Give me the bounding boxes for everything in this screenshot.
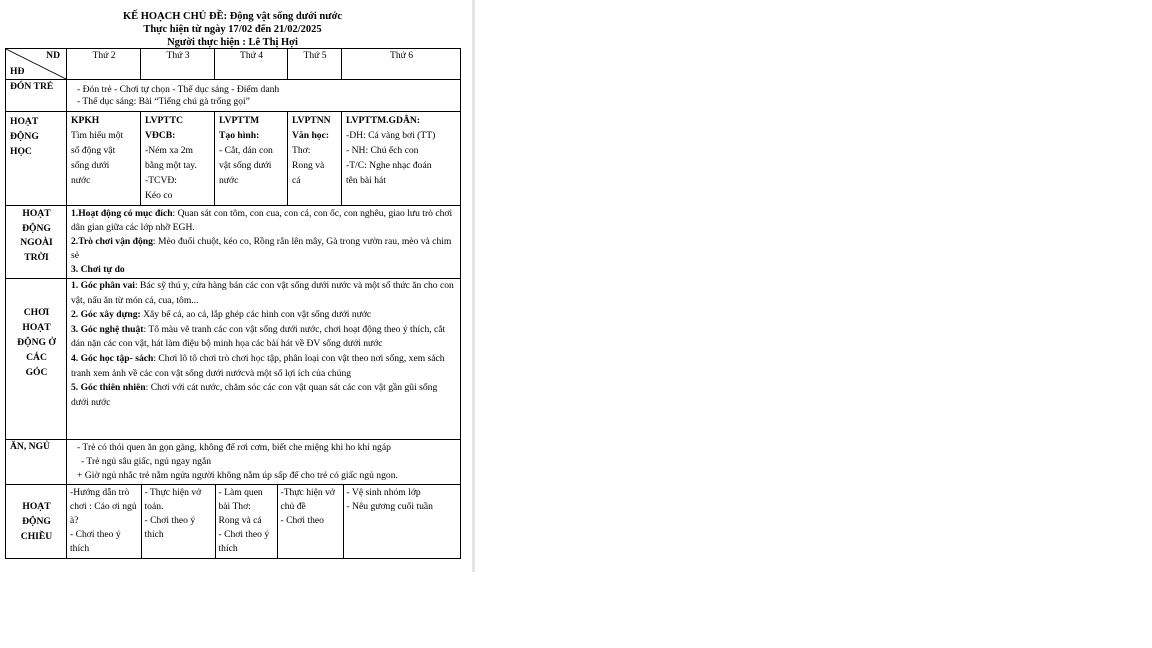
chieu-mon: -Hướng dẫn trò chơi : Cáo ơi ngủ à? - Chơi theo ý thích <box>67 485 141 558</box>
label-line: CÁC <box>26 352 47 363</box>
corner-item-text: Xây bể cá, ao cá, lắp ghép các hình con vật sống dưới nước <box>140 309 372 321</box>
activity-text: Kéo co <box>145 190 173 201</box>
activity-title: Tạo hình: <box>219 130 260 141</box>
document-page <box>0 0 470 572</box>
corner-item-text: : Bác sỹ thú y, cửa hàng bán các con vật sống dưới nước và một số thức ăn cho con vật, nấu ăn từ món cá, cua, tôm... <box>71 280 454 306</box>
activity-text: nước <box>219 175 239 186</box>
title-line-3: Người thực hiện : Lê Thị Hợi <box>167 37 298 48</box>
row-hoat-dong-hoc <box>6 112 461 206</box>
hoc-mon <box>67 112 141 206</box>
corner-item-1 <box>71 279 457 308</box>
outdoor-item-text: : Mèo đuổi chuột, kéo co, Rồng rắn lên mây, Gà trong vườn rau, mèo và chim sẻ <box>71 236 452 261</box>
hoc-tue <box>141 112 215 206</box>
don-tre-line-2: - Thể dục sáng: Bài “Tiếng chú gà trống gọi” <box>77 96 250 108</box>
chieu-fri: - Vệ sinh nhóm lớp - Nêu gương cuối tuần <box>346 487 433 512</box>
nd-label: ND <box>46 50 60 61</box>
row-don-tre <box>6 80 461 112</box>
hoc-wed <box>215 112 288 206</box>
label-line: CHƠI <box>23 307 50 318</box>
activity-title: LVPTNN <box>292 115 331 126</box>
activity-title: LVPTTM.GDÂN: <box>346 115 420 126</box>
corner-item-title: 5. Góc thiên nhiên <box>71 382 146 394</box>
label-line: HOẠT <box>22 208 51 219</box>
label-line: HỌC <box>10 146 32 157</box>
weekly-plan-table <box>5 48 461 559</box>
outdoor-item-2 <box>71 235 457 263</box>
goc-content <box>67 279 461 440</box>
label-line: ĐỘNG <box>10 131 39 142</box>
activity-title: KPKH <box>71 115 100 126</box>
activity-text: -TCVĐ: <box>145 175 177 186</box>
label-line: ĐỘNG Ở <box>17 337 56 348</box>
outdoor-item-title: 1.Hoạt động có mục đích <box>71 208 173 219</box>
chieu-inner-table <box>67 485 461 558</box>
col-header-mon: Thứ 2 <box>67 49 141 80</box>
hoc-thu <box>288 112 342 206</box>
activity-text: tên bài hát <box>346 175 386 186</box>
don-tre-content <box>67 80 461 112</box>
corner-item-3 <box>71 323 457 352</box>
activity-text: nước <box>71 175 91 186</box>
row-goc <box>6 279 461 440</box>
activity-title: Văn học: <box>292 130 330 141</box>
label-line: HOẠT <box>22 322 51 333</box>
col-header-thu: Thứ 5 <box>288 49 342 80</box>
activity-text: Thơ: <box>292 145 311 156</box>
activity-text: Tìm hiểu một <box>71 130 124 141</box>
activity-title: LVPTTM <box>219 115 260 126</box>
hoc-fri <box>342 112 461 206</box>
chieu-cells <box>67 485 461 559</box>
don-tre-line-1: - Đón trẻ - Chơi tự chọn - Thể dục sáng - Điểm danh <box>77 84 280 95</box>
activity-text: sống dưới <box>71 160 110 171</box>
corner-item-title: 1. Góc phân vai <box>71 280 135 291</box>
title-line-1: KẾ HOẠCH CHỦ ĐỀ: Động vật sống dưới nước <box>122 11 343 22</box>
label-line: TRỜI <box>24 251 49 263</box>
activity-text: -T/C: Nghe nhạc đoán <box>346 160 432 171</box>
page-divider <box>472 0 475 572</box>
label-line: HOẠT <box>22 501 51 512</box>
label-line: HOẠT <box>10 116 39 127</box>
chieu-thu: -Thực hiện vở chủ đề - Chơi theo <box>277 485 343 558</box>
corner-item-title: 2. Góc xây dựng: <box>71 309 141 321</box>
corner-item-text: : Tô màu vẽ tranh các con vật sống dưới nước, chơi hoạt động theo ý thích, cắt dán nặn các con vật, hát làm điệu bộ minh họa các bài hát về ĐV sống dưới nước <box>71 323 446 350</box>
corner-item-2 <box>71 308 457 323</box>
corner-item-4 <box>71 352 457 381</box>
col-header-tue: Thứ 3 <box>141 49 215 80</box>
label-line: ĐỘNG <box>22 516 51 527</box>
col-header-fri: Thứ 6 <box>342 49 461 80</box>
corner-item-5 <box>71 381 457 410</box>
activity-text: - Cắt, dán con <box>219 145 273 156</box>
title-line-2: Thực hiện từ ngày 17/02 đến 21/02/2025 <box>143 24 322 35</box>
activity-text: bằng một tay. <box>145 160 197 171</box>
row-ngoai-troi <box>6 206 461 279</box>
activity-text: Rong và <box>292 160 325 171</box>
label-line: ĐỘNG <box>22 222 51 234</box>
chieu-tue: - Thực hiện vở toán. - Chơi theo ý thích <box>141 485 215 558</box>
label-line: GÓC <box>25 367 48 378</box>
document-title <box>5 10 460 49</box>
row-an-ngu <box>6 440 461 485</box>
row-label-don-tre: ĐÓN TRẺ <box>6 80 67 112</box>
outdoor-item-title: 2.Trò chơi vận động <box>71 236 153 247</box>
row-label-goc <box>6 279 67 440</box>
activity-text: -Ném xa 2m <box>145 145 193 156</box>
corner-cell <box>6 49 67 80</box>
corner-item-text: : Chơi lô tô chơi trò chơi học tập, phân loại con vật theo nơi sống, xem sách tranh xem ảnh về các con vật sống dưới nướcvà một số lợi ích của chúng <box>71 352 445 379</box>
activity-title: VĐCB: <box>145 130 176 141</box>
label-line: CHIỀU <box>20 531 53 542</box>
col-header-wed: Thứ 4 <box>215 49 288 80</box>
outdoor-item-text: : Quan sát con tôm, con cua, con cá, con ốc, con nghêu, giao lưu trò chơi dân gian giữa các lớp nhỡ EGH. <box>71 208 453 233</box>
row-label-ngoai-troi <box>6 206 67 279</box>
outdoor-item-1 <box>71 207 457 235</box>
activity-text: cá <box>292 175 301 186</box>
corner-item-title: 4. Góc học tập- sách <box>71 352 154 364</box>
activity-title: LVPTTC <box>145 115 184 126</box>
row-label-chieu <box>6 485 67 559</box>
corner-item-title: 3. Góc nghệ thuật <box>71 323 144 335</box>
row-label-an-ngu: ĂN, NGỦ <box>6 440 67 485</box>
row-label-hoat-dong-hoc <box>6 112 67 206</box>
row-chieu <box>6 485 461 559</box>
outdoor-item-3: 3. Chơi tự do <box>71 264 125 275</box>
chieu-wed: - Làm quen bài Thơ: Rong và cá - Chơi theo ý thích <box>215 485 277 558</box>
an-ngu-content <box>67 440 461 485</box>
ngoai-troi-content <box>67 206 461 279</box>
label-line: NGOÀI <box>20 237 53 248</box>
activity-text: số động vật <box>71 145 116 156</box>
activity-text: -DH: Cá vàng bơi (TT) <box>346 130 436 141</box>
an-ngu-line-2: - Trẻ ngủ sâu giấc, ngủ ngay ngắn <box>81 456 212 467</box>
header-row <box>6 49 461 80</box>
activity-text: vật sống dưới <box>219 160 272 171</box>
corner-item-text: : Chơi với cát nước, chăm sóc các con vật quan sát các con vật gần gũi sống dưới nước <box>71 382 438 408</box>
activity-text: - NH: Chú ếch con <box>346 145 419 156</box>
hd-label: HĐ <box>10 65 25 77</box>
an-ngu-line-1: - Trẻ có thói quen ăn gọn gàng, không để rơi cơm, biết che miệng khi ho khi ngáp <box>77 442 391 453</box>
an-ngu-line-3: + Giờ ngủ nhắc trẻ nằm ngửa người không nằm úp sấp để cho trẻ có giấc ngủ ngon. <box>77 470 398 481</box>
